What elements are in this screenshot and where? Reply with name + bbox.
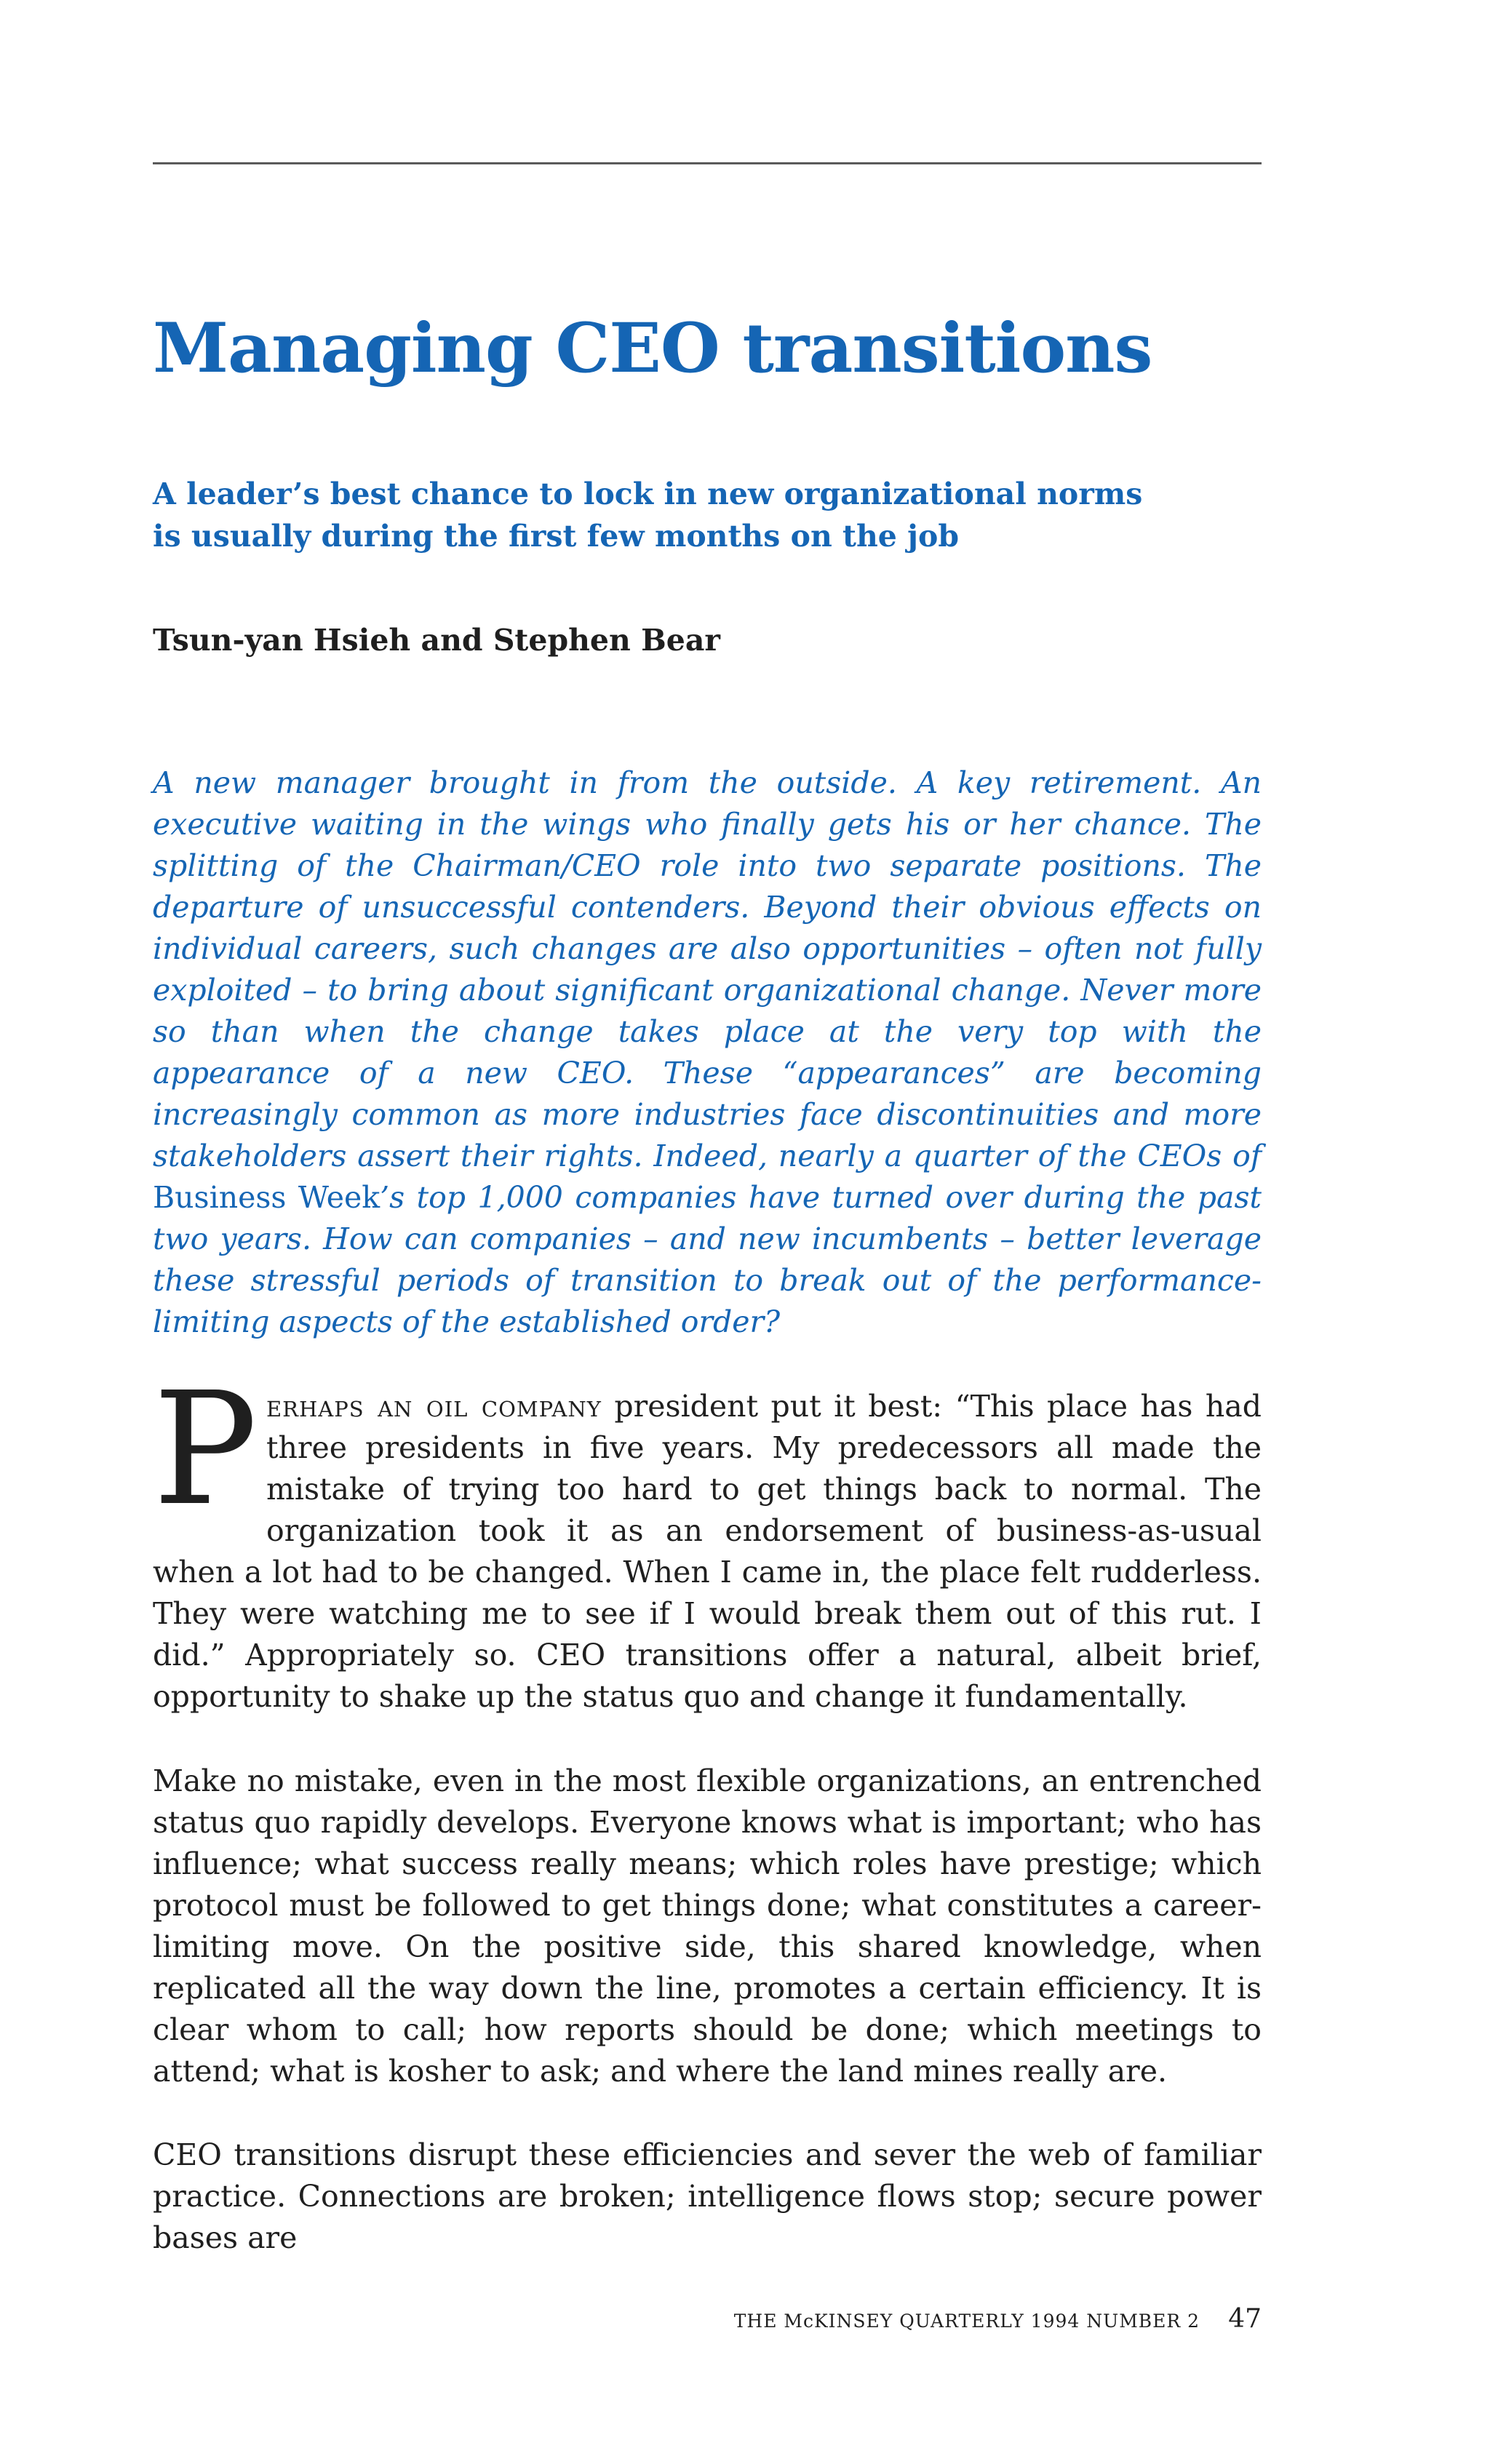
page-footer: [734, 2304, 1262, 2334]
top-rule: [153, 162, 1262, 164]
article-title: Managing CEO transitions: [153, 308, 1152, 388]
footer-journal: THE McKINSEY QUARTERLY 1994 NUMBER 2: [733, 2311, 1200, 2332]
intro-part-1: A new manager brought in from the outside. A key retirement. An executive waiting in the wings who finally gets his or her chance. The splitting of the Chairman/CEO role into two separate positions. The departure of unsuccessful contenders. Beyond their obvious effects on individual careers, such changes are also opportunities – often not fully exploited – to bring about significant organizational change. Never more so than when the change takes place at the very top with the appearance of a new CEO. These “appearances” are becoming increasingly common as more industries face discontinuities and more stakeholders assert their rights. Indeed, nearly a quarter of the CEOs of: [153, 765, 1262, 1173]
article-subtitle: [153, 473, 1262, 557]
intro-publication: Business Week: [153, 1180, 381, 1215]
paragraph-1-text: president put it best: “This place has had three presidents in five years. My predecessors all made the mistake of trying too hard to get things back to normal. The organization took it as an endorsement of business-as-usual when a lot had to be changed. When I came in, the place felt rudderless. They were watching me to see if I would break them out of this rut. I did.” Appropriately so. CEO transitions offer a natural, albeit brief, opportunity to shake up the status quo and change it fundamentally.: [153, 1389, 1262, 1714]
lead-in-smallcaps: erhaps an oil company: [266, 1389, 602, 1424]
body-paragraph-3: CEO transitions disrupt these efficiencies and sever the web of familiar practice. Connections are broken; intelligence flows stop; secure power bases are: [153, 2137, 1262, 2255]
subtitle-line-2: is usually during the first few months on the job: [153, 519, 959, 554]
article-authors: Tsun-yan Hsieh and Stephen Bear: [153, 623, 721, 658]
body-paragraph-1: [153, 1359, 1262, 1718]
drop-cap: P: [153, 1359, 258, 1540]
intro-part-2: ’s top 1,000 companies have turned over during the past two years. How can companies – and new incumbents – better leverage these stressful periods of transition to break out of the performance-limiting aspects of the established order?: [153, 1180, 1262, 1339]
body-paragraph-2: Make no mistake, even in the most flexible organizations, an entrenched status quo rapidly develops. Everyone knows what is important; who has influence; what success really means; which roles have prestige; which protocol must be followed to get things done; what constitutes a career-limiting move. On the positive side, this shared knowledge, when replicated all the way down the line, promotes a certain efficiency. It is clear whom to call; how reports should be done; which meetings to attend; what is kosher to ask; and where the land mines really are.: [153, 1763, 1262, 2089]
subtitle-line-1: A leader’s best chance to lock in new organizational norms: [153, 477, 1143, 511]
page-number: 47: [1228, 2304, 1262, 2334]
intro-paragraph: [153, 762, 1262, 1343]
